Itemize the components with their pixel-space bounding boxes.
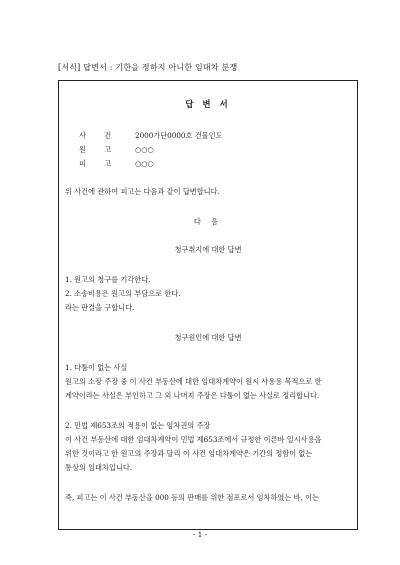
intro-text: 위 사건에 관하여 피고는 다음과 같이 답변합니다.	[65, 187, 220, 196]
page-number: - 1 -	[192, 530, 208, 539]
body-line: 통상의 임대차입니다.	[65, 463, 133, 472]
party-row-plaintiff	[79, 145, 154, 154]
section2-title: 청구원인에 대한 답변	[174, 333, 242, 342]
party-row-defendant	[79, 159, 154, 168]
item1-title: 1. 다툼이 없는 사실	[65, 363, 128, 372]
party-value: ○○○	[135, 145, 154, 154]
party-label: 원 고	[79, 145, 120, 154]
party-value: 2000가단0000호 건물인도	[135, 131, 223, 140]
claim-item: 2. 소송비용은 원고의 부담으로 한다.	[65, 289, 181, 298]
document-frame	[58, 80, 358, 530]
body-line: 이 사건 부동산에 대한 임대차계약이 민법 제653조에서 규정한 이른바 일시사용을	[65, 435, 322, 444]
party-label: 피 고	[79, 159, 120, 168]
body-line: 계약이라는 사실은 부인하고 그 외 나머지 주장은 다툼이 없는 사실로 정리합니다.	[65, 391, 320, 400]
judgment-text: 라는 판결을 구합니다.	[65, 303, 135, 312]
claim-item: 1. 원고의 청구를 기각한다.	[65, 275, 151, 284]
heading-next: 다 음	[193, 217, 223, 226]
body-line: 위한 것이라고 한 원고의 주장과 달리 이 사건 임대차계약은 기간의 정함이 없는	[65, 449, 313, 458]
document-caption: [서식] 답변서 : 기한을 정하지 아니한 임대차 분쟁	[58, 63, 238, 72]
section1-title: 청구취지에 대한 답변	[174, 245, 242, 254]
item2-title: 2. 민법 제653조의 적용이 없는 임차권의 주장	[65, 421, 211, 430]
body-line: 즉, 피고는 이 사건 부동산을 000 등의 판매를 위한 점포로서 임차하였는 바, 이는	[65, 493, 320, 502]
party-value: ○○○	[135, 159, 154, 168]
body-line: 원고의 소장 주장 중 이 사건 부동산에 대한 임대차계약이 원시 사용용 목적으로 한	[65, 377, 322, 386]
party-label: 사 건	[79, 131, 120, 140]
document-title: 답 변 서	[185, 100, 231, 110]
party-row-case	[79, 131, 222, 140]
